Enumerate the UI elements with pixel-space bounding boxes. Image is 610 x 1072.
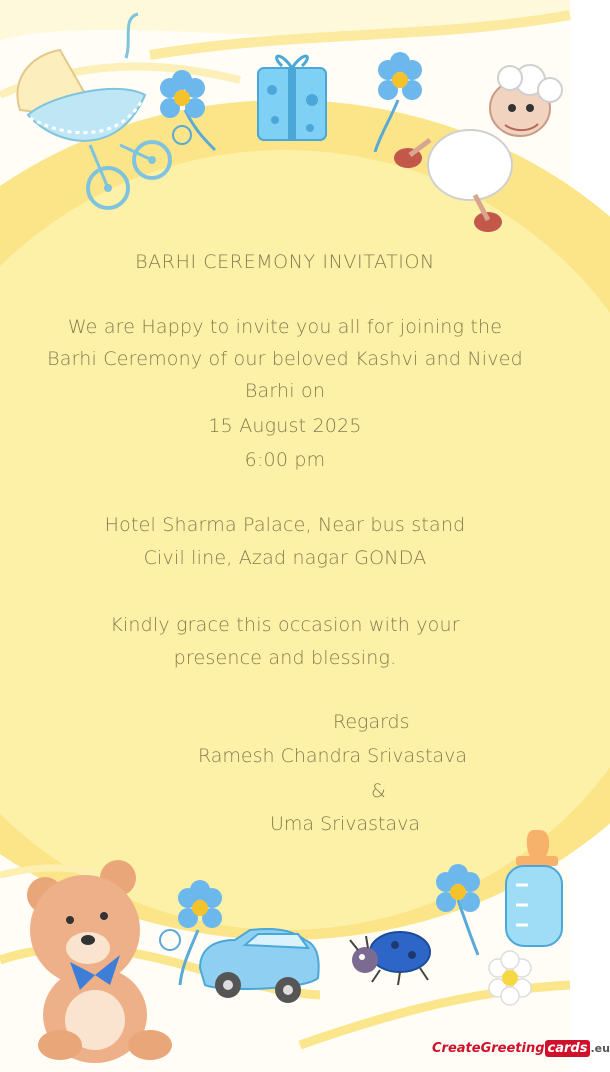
host-name-2: Uma Srivastava — [270, 813, 421, 835]
brand-text-3: .eu — [590, 1042, 610, 1055]
host-name-1: Ramesh Chandra Srivastava — [198, 745, 468, 767]
venue-line-2: Civil line, Azad nagar GONDA — [143, 547, 427, 569]
ampersand: & — [371, 780, 386, 802]
brand-text-1: CreateGreeting — [432, 1041, 545, 1056]
venue-line-1: Hotel Sharma Palace, Near bus stand — [104, 514, 466, 536]
brand-text-2: cards — [545, 1040, 591, 1057]
invitation-title: BARHI CEREMONY INVITATION — [135, 251, 435, 273]
intro-line-3: Barhi on — [244, 380, 326, 402]
event-time: 6:00 pm — [244, 449, 326, 471]
regards-label: Regards — [333, 711, 410, 733]
intro-line-1: We are Happy to invite you all for joining the — [67, 316, 503, 338]
closing-line-1: Kindly grace this occasion with your — [110, 614, 460, 636]
event-date: 15 August 2025 — [208, 415, 362, 437]
brand-logo[interactable] — [432, 1041, 610, 1067]
intro-line-2: Barhi Ceremony of our beloved Kashvi and Nived — [47, 348, 523, 370]
closing-line-2: presence and blessing. — [173, 647, 397, 669]
